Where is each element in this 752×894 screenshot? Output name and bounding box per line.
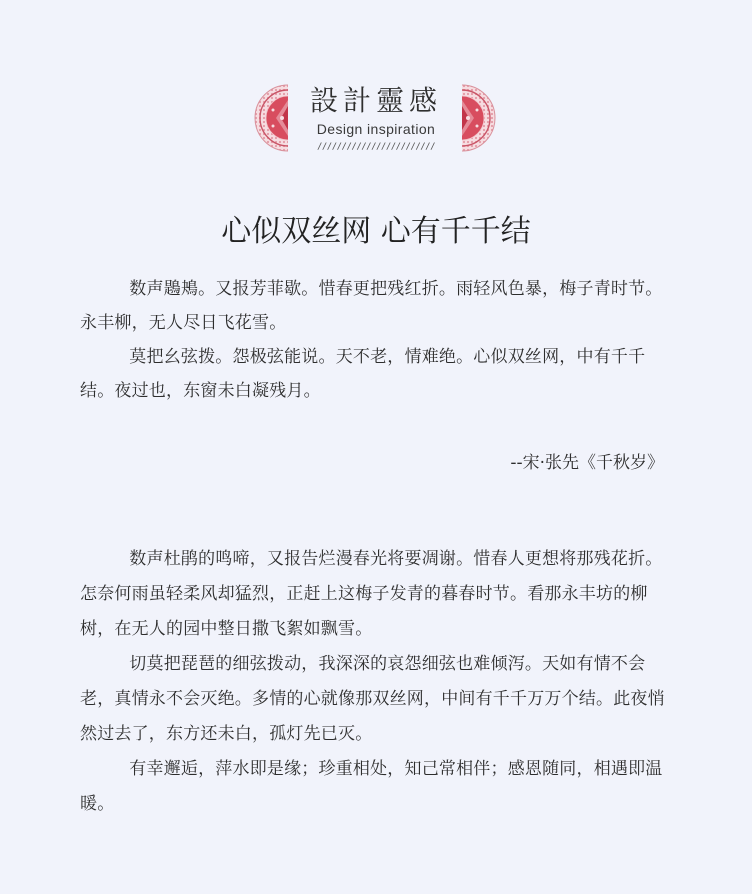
poem-heading: 心似双丝网 心有千千结 [221, 214, 531, 249]
section-title-english: Design inspiration [316, 121, 436, 137]
poem-paragraph: 数声鶗鴂。又报芳菲歇。惜春更把残红折。雨轻风色暴，梅子青时节。永丰柳，无人尽日飞花雪。 [80, 279, 663, 333]
poem-paragraph: 莫把幺弦拨。怨极弦能说。天不老，情难绝。心似双丝网，中有千千结。夜过也，东窗未白凝残月。 [80, 347, 646, 401]
poem-text [80, 272, 672, 408]
decorative-slash-divider: //////////////////////// [316, 142, 436, 152]
translation-paragraph: 切莫把琵琶的细弦拨动，我深深的哀怨细弦也难倾泻。天如有情不会老，真情永不会灭绝。多情的心就像那双丝网，中间有千千万万个结。此夜悄然过去了，东方还未白，孤灯先已灭。 [80, 654, 665, 744]
decorative-half-medallion-icon [462, 84, 496, 152]
header [0, 0, 752, 170]
translation-text [80, 542, 672, 822]
translation-paragraph: 有幸邂逅，萍水即是缘；珍重相处，知己常相伴；感恩随同，相遇即温暖。 [80, 759, 663, 814]
section-title-chinese: 設計靈感 [309, 84, 442, 117]
translation-paragraph: 数声杜鹃的鸣啼，又报告烂漫春光将要凋谢。惜春人更想将那残花折。怎奈何雨虽轻柔风却猛烈，正赶上这梅子发青的暮春时节。看那永丰坊的柳树，在无人的园中整日撒飞絮如飘雪。 [80, 549, 663, 639]
poem-attribution: --宋·张先《千秋岁》 [510, 453, 664, 473]
decorative-half-medallion-icon [254, 84, 288, 152]
